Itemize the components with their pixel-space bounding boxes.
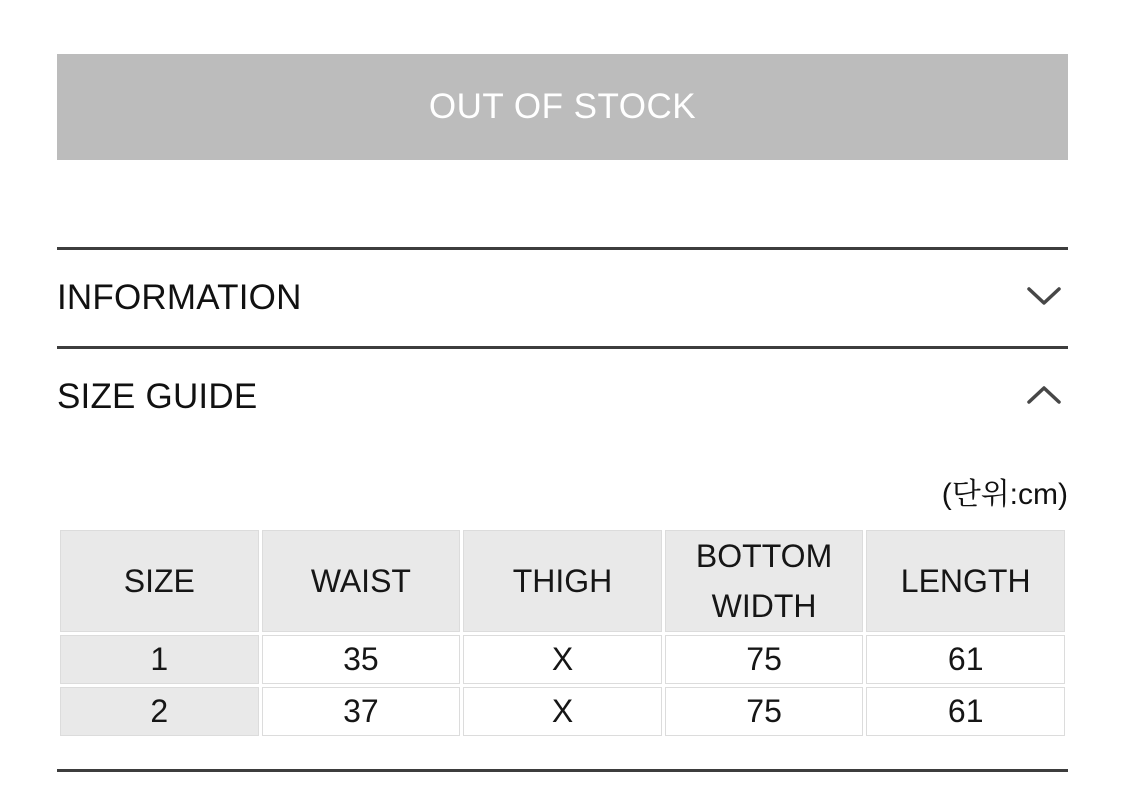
column-header-size: SIZE bbox=[60, 530, 259, 632]
out-of-stock-button[interactable]: OUT OF STOCK bbox=[57, 54, 1068, 160]
thigh-value: X bbox=[463, 687, 662, 736]
size-value: 1 bbox=[60, 635, 259, 684]
column-header-thigh: THIGH bbox=[463, 530, 662, 632]
thigh-value: X bbox=[463, 635, 662, 684]
column-header-bottom-width: BOTTOM WIDTH bbox=[665, 530, 864, 632]
size-guide-section-title: SIZE GUIDE bbox=[57, 377, 258, 416]
length-value: 61 bbox=[866, 687, 1065, 736]
chevron-up-icon[interactable] bbox=[1026, 384, 1062, 411]
accordion-information[interactable] bbox=[57, 250, 1068, 346]
waist-value: 37 bbox=[262, 687, 461, 736]
accordion-size-guide[interactable] bbox=[57, 349, 1068, 445]
section-divider-bottom bbox=[57, 769, 1068, 772]
waist-value: 35 bbox=[262, 635, 461, 684]
information-section-title: INFORMATION bbox=[57, 278, 302, 317]
size-value: 2 bbox=[60, 687, 259, 736]
column-header-length: LENGTH bbox=[866, 530, 1065, 632]
chevron-down-icon[interactable] bbox=[1026, 285, 1062, 312]
column-header-waist: WAIST bbox=[262, 530, 461, 632]
table-row bbox=[60, 635, 1065, 684]
size-unit-label: (단위:cm) bbox=[941, 478, 1068, 511]
content-column bbox=[57, 54, 1068, 772]
size-table-header-row bbox=[60, 530, 1065, 632]
size-guide-table bbox=[57, 527, 1068, 739]
table-row bbox=[60, 687, 1065, 736]
length-value: 61 bbox=[866, 635, 1065, 684]
bottom-width-value: 75 bbox=[665, 635, 864, 684]
bottom-width-value: 75 bbox=[665, 687, 864, 736]
